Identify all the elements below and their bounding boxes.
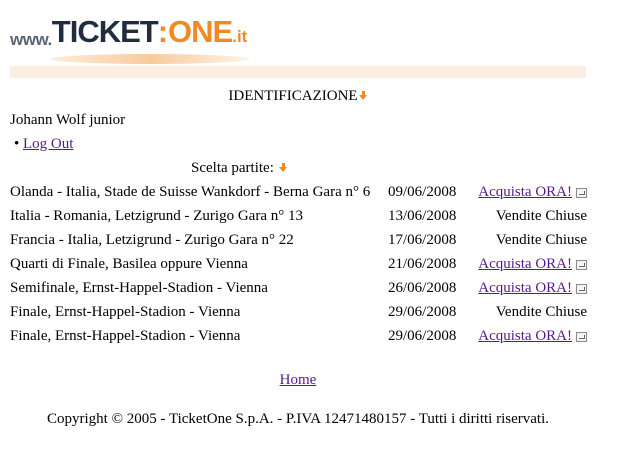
bullet: • [14,136,20,152]
down-arrow-icon [279,163,288,172]
user-name: Johann Wolf junior [10,112,126,128]
home-link-container [0,370,596,390]
logo-tld: .it [232,27,248,46]
logout-link[interactable]: Log Out [23,136,74,152]
matches-title: Scelta partite: [191,160,274,176]
match-date: 09/06/2008 [388,184,457,200]
logo-one: ONE [168,14,233,49]
match-date: 21/06/2008 [388,256,457,272]
match-row [10,302,590,322]
sales-closed-label: Vendite Chiuse [495,304,587,320]
match-event: Semifinale, Ernst-Happel-Stadion - Vienna [10,280,268,296]
match-date: 29/06/2008 [388,328,457,344]
sales-closed-label: Vendite Chiuse [495,208,587,224]
matches-heading [191,158,288,178]
match-date: 17/06/2008 [388,232,457,248]
copyright-text: Copyright © 2005 - TicketOne S.p.A. - P.IVA 12471480157 - Tutti i diritti riservati. [47,411,549,427]
buy-now-link[interactable]: Acquista ORA! [478,256,572,272]
identification-title: IDENTIFICAZIONE [228,88,358,104]
match-event: Quarti di Finale, Basilea oppure Vienna [10,256,248,272]
match-date: 26/06/2008 [388,280,457,296]
ticketone-logo[interactable] [10,14,247,54]
match-row [10,278,590,298]
logo-swoosh [50,54,250,64]
cart-icon[interactable] [576,260,587,270]
logo-www: www. [10,30,52,49]
sales-closed-label: Vendite Chiuse [495,232,587,248]
match-event: Finale, Ernst-Happel-Stadion - Vienna [10,304,241,320]
buy-now-cell [478,182,587,202]
header-band [10,66,586,78]
match-row [10,254,590,274]
buy-now-link[interactable]: Acquista ORA! [478,280,572,296]
buy-now-cell [478,278,587,298]
match-row [10,326,590,346]
cart-icon[interactable] [576,188,587,198]
cart-icon[interactable] [576,332,587,342]
down-arrow-icon [359,91,368,100]
match-date: 29/06/2008 [388,304,457,320]
buy-now-cell [478,326,587,346]
match-date: 13/06/2008 [388,208,457,224]
match-event: Olanda - Italia, Stade de Suisse Wankdorf - Berna Gara n° 6 [10,184,371,200]
match-row [10,230,590,250]
buy-now-cell [478,254,587,274]
cart-icon[interactable] [576,284,587,294]
logo-ticket: TICKET [51,14,158,49]
logo-colon: : [157,14,169,49]
home-link[interactable]: Home [279,372,317,388]
logout-item [14,134,73,154]
match-row [10,206,590,226]
buy-now-link[interactable]: Acquista ORA! [478,184,572,200]
match-row [10,182,590,202]
match-event: Francia - Italia, Letzigrund - Zurigo Gara n° 22 [10,232,294,248]
match-event: Finale, Ernst-Happel-Stadion - Vienna [10,328,241,344]
buy-now-link[interactable]: Acquista ORA! [478,328,572,344]
match-event: Italia - Romania, Letzigrund - Zurigo Gara n° 13 [10,208,303,224]
identification-heading [0,86,596,106]
